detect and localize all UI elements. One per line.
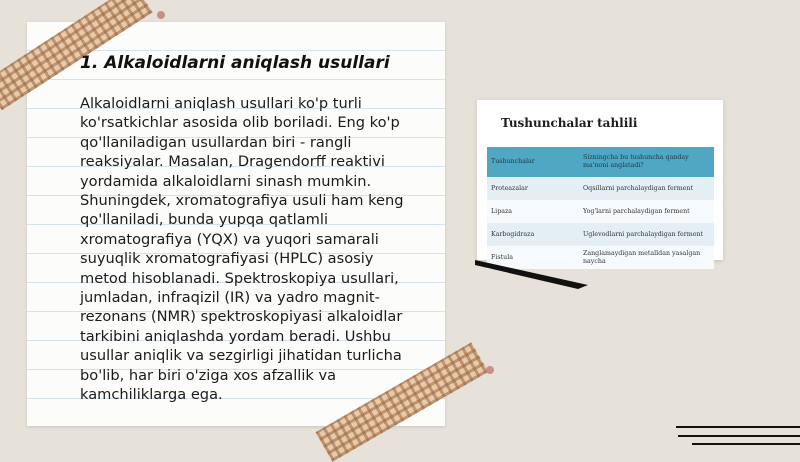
table-cell-meaning: Oqsillarni parchalaydigan ferment — [579, 177, 714, 200]
decorative-wedge — [475, 260, 588, 289]
table-header-cell: Sizningcha bu tushuncha qanday ma'noni anglatadi? — [579, 147, 714, 177]
table-title: Tushunchalar tahlili — [501, 116, 638, 130]
table-cell-term: Proteazalar — [487, 177, 579, 200]
table-header-cell: Tushunchalar — [487, 147, 579, 177]
table-cell-meaning: Zanglamaydigan metalldan yasalgan naycha — [579, 246, 714, 269]
slide-title: 1. Alkaloidlarni aniqlash usullari — [80, 53, 390, 73]
body-paragraph: Alkaloidlarni aniqlash usullari ko'p turli ko'rsatkichlar asosida olib boriladi. Eng ko'p qo'llaniladigan usullardan biri - rangli reaksiyalar. Masalan, Dragendorff reaktivi yordamida alkaloidlarni sinash mumkin. Shuningdek, xromatografiya usuli ham keng qo'llaniladi, bunda yupqa qatlamli xromatografiya (YQX) va yuqori samarali suyuqlik xromatografiyasi (HPLC) asosiy metod hisoblanadi. Spektroskopiya usullari, jumladan, infraqizil (IR) va yadro magnit-rezonans (NMR) spektroskopiyasi alkaloidlar tarkibini aniqlashda yordam beradi. Ushbu usullar aniqlik va sezgirligi jihatidan turlicha bo'lib, har biri o'ziga xos afzallik va kamchiliklarga ega. — [80, 95, 404, 404]
table-cell-term: Karbogidraza — [487, 223, 579, 246]
table-cell-term: Lipaza — [487, 200, 579, 223]
table-cell-meaning: Yog'larni parchalaydigan ferment — [579, 200, 714, 223]
table-cell-meaning: Uglevodlarni parchalaydigan ferment — [579, 223, 714, 246]
table-cell-term: Fistula — [487, 246, 579, 269]
